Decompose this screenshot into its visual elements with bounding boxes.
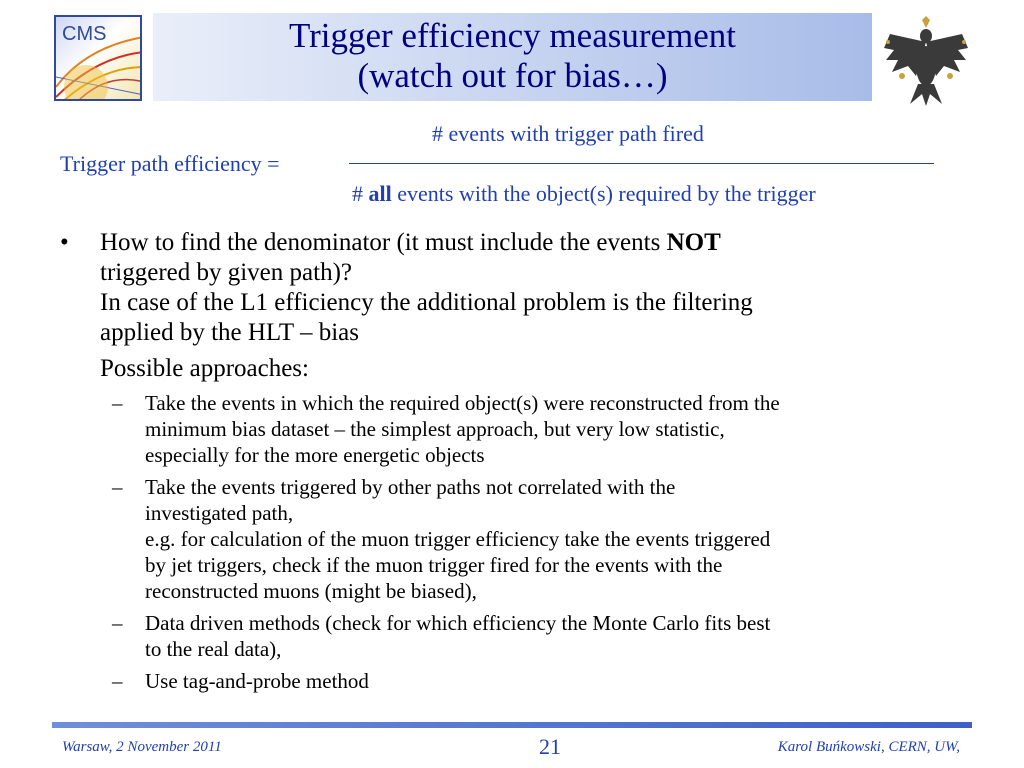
bullet-symbol: • xyxy=(60,229,69,256)
sub-item-dash: – xyxy=(112,475,123,499)
bullet-line-4: applied by the HLT – bias xyxy=(100,319,359,346)
sub-item-line: e.g. for calculation of the muon trigger efficiency take the events triggered xyxy=(145,527,771,551)
page-number: 21 xyxy=(539,734,561,759)
sub-item-line: Take the events triggered by other paths not correlated with the xyxy=(145,475,676,499)
formula-numerator: # events with trigger path fired xyxy=(432,121,704,146)
sub-item-line: Data driven methods (check for which efficiency the Monte Carlo fits best xyxy=(145,611,771,635)
bullet-line-2: triggered by given path)? xyxy=(100,259,352,286)
denominator-prefix: # xyxy=(352,181,369,206)
cms-logo-text: CMS xyxy=(62,23,107,45)
formula-label: Trigger path efficiency = xyxy=(60,151,280,176)
sub-item xyxy=(112,390,970,468)
footer-date: Warsaw, 2 November 2011 xyxy=(62,739,222,755)
denominator-bold-word: all xyxy=(368,181,392,206)
bullet-line-3: In case of the L1 efficiency the additional problem is the filtering xyxy=(100,289,753,316)
bullet-bold-word: NOT xyxy=(666,229,721,256)
title-line-1: Trigger efficiency measurement xyxy=(288,16,737,55)
sub-item-line: reconstructed muons (might be biased), xyxy=(145,579,477,603)
bullet-item xyxy=(60,228,970,384)
sub-item-line: by jet triggers, check if the muon trigger fired for the events with the xyxy=(145,553,723,577)
sub-item-line: minimum bias dataset – the simplest approach, but very low statistic, xyxy=(145,417,725,441)
approaches-heading: Possible approaches: xyxy=(100,355,309,382)
footer-divider xyxy=(52,722,972,728)
fraction-bar xyxy=(349,163,934,164)
eagle-emblem-icon xyxy=(880,14,972,110)
sub-item-dash: – xyxy=(112,391,123,415)
sub-item-line: to the real data), xyxy=(145,637,282,661)
title-line-2: (watch out for bias…) xyxy=(357,56,668,95)
sub-item-line: especially for the more energetic objects xyxy=(145,443,485,467)
sub-item xyxy=(112,610,970,662)
sub-item xyxy=(112,668,970,694)
sub-item-dash: – xyxy=(112,669,123,693)
slide-title xyxy=(153,16,872,96)
formula-denominator xyxy=(352,181,816,207)
sub-item-line: investigated path, xyxy=(145,501,294,525)
sub-item-line: Use tag-and-probe method xyxy=(145,669,369,693)
footer-author: Karol Buńkowski, CERN, UW, xyxy=(777,739,960,755)
bullet-line-1-text: How to find the denominator (it must include the events xyxy=(100,229,667,256)
denominator-suffix: events with the object(s) required by the trigger xyxy=(391,181,816,206)
sub-item-line: Take the events in which the required object(s) were reconstructed from the xyxy=(145,391,780,415)
bullet-line-1 xyxy=(100,228,753,258)
slide-body xyxy=(60,228,970,694)
cms-logo xyxy=(54,15,142,101)
sub-item xyxy=(112,474,970,604)
sub-item-dash: – xyxy=(112,611,123,635)
